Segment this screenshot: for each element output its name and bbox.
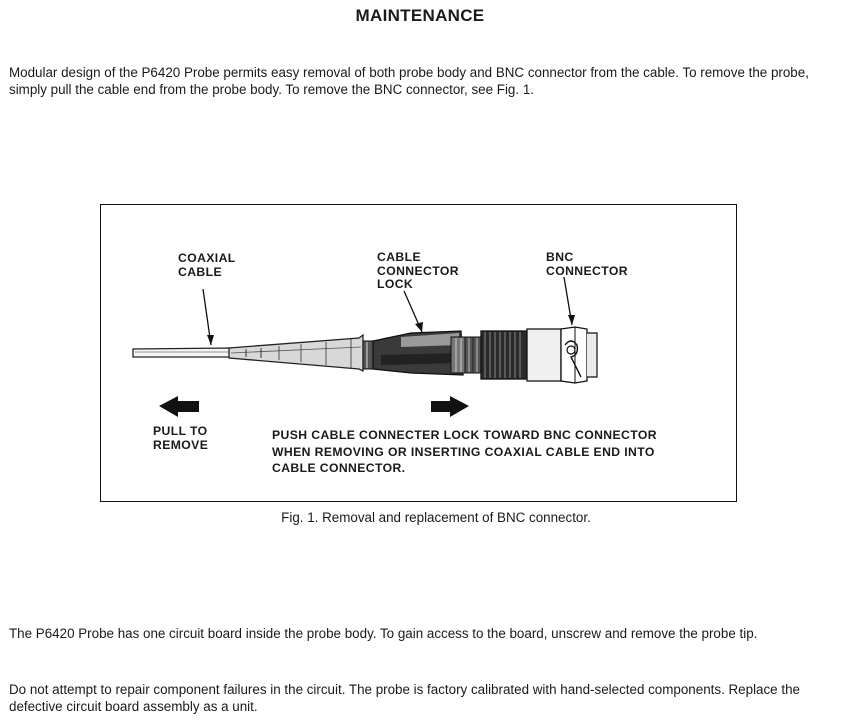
- knurled-ring-drawing: [465, 337, 481, 373]
- coaxial-cable-drawing: [133, 348, 231, 357]
- collar-drawing: [363, 341, 373, 369]
- intro-paragraph: Modular design of the P6420 Probe permits easy removal of both probe body and BNC connector from the cable. To remove the probe, simply pull the cable end from the probe body. To remove the BNC connector, see Fig. 1.: [9, 65, 809, 97]
- label-bnc-connector: BNC CONNECTOR: [546, 250, 628, 278]
- arrow-left-icon: [159, 396, 199, 417]
- page-title: MAINTENANCE: [355, 6, 485, 25]
- figure-caption: Fig. 1. Removal and replacement of BNC connector.: [281, 510, 591, 525]
- strain-relief-drawing: [229, 335, 363, 371]
- label-cable-connector-lock: CABLE CONNECTOR LOCK: [377, 250, 459, 291]
- bnc-connector-drawing: [481, 327, 597, 383]
- figure-1: [100, 204, 737, 502]
- label-pull-to-remove: PULL TO REMOVE: [153, 424, 209, 452]
- instruction-text: PUSH CABLE CONNECTER LOCK TOWARD BNC CONNECTOR WHEN REMOVING OR INSERTING COAXIAL CABLE END INTO CABLE CONNECTOR.: [272, 428, 657, 475]
- arrow-right-icon: [431, 396, 469, 417]
- repair-note-paragraph: Do not attempt to repair component failures in the circuit. The probe is factory calibrated with hand-selected components. Replace the defective circuit board assembly as a unit.: [9, 682, 800, 714]
- label-coaxial-cable: COAXIAL CABLE: [178, 251, 236, 279]
- circuit-board-paragraph: The P6420 Probe has one circuit board inside the probe body. To gain access to the board, unscrew and remove the probe tip.: [9, 626, 758, 641]
- cable-connector-lock-drawing: [373, 331, 465, 375]
